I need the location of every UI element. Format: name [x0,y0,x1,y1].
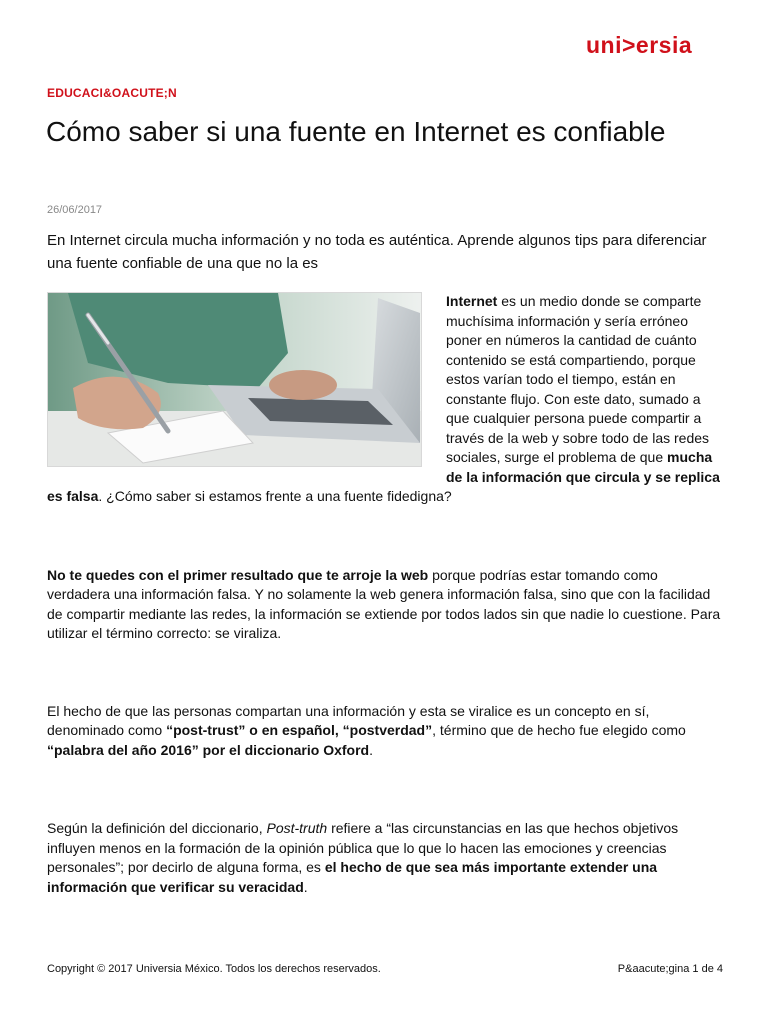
logo-text: uni>ersia [586,32,693,58]
text-run: . [369,741,373,758]
paragraph-4 [47,819,723,897]
paragraph-3 [47,702,723,761]
article-body [47,292,723,897]
bold-term: Internet [446,293,498,309]
publish-date: 26/06/2017 [47,204,103,216]
universia-logo-mark [586,32,714,60]
copyright-text: Copyright © 2017 Universia México. Todos los derechos reservados. [47,963,381,975]
italic-term: Post-truth [266,820,328,836]
text-run: , término que de hecho fue elegido como [432,722,686,738]
bold-term: No te quedes con el primer resultado que te arroje la web [47,566,429,583]
category-label[interactable]: EDUCACI&OACUTE;N [47,86,177,100]
universia-logo [586,32,714,60]
text-run: . [303,878,308,895]
text-run: refiere a “las circunstancias en las que hechos objetivos influyen menos en la formación de la opinión pública que lo que lo hacen las emociones y creencias personales”; por decirlo de alguna forma, es [47,820,679,875]
article-image [47,292,422,467]
paragraph-2 [47,566,723,644]
photo-hand-writing-laptop-icon [48,293,422,467]
text-run: El hecho de que las personas compartan una información y esta se viralice es un concepto en sí, denominado como [47,702,650,738]
bold-term: “post-trust” o en español, “postverdad” [166,722,433,738]
article-lead: En Internet circula mucha información y no toda es auténtica. Aprende algunos tips para diferenciar una fuente confiable de una que no la es [47,232,707,272]
text-run: es un medio donde se comparte muchísima información y sería erróneo poner en números la cantidad de cuánto contenido se está compartiendo, porque estos varían todo el tiempo, están en constante flujo. Con este dato, sumado a que cualquier persona puede compartir a través de la web y sobre todo de las redes sociales, surge el problema de que [446,293,710,465]
bold-term: mucha de la información que circula y se replica es falsa [47,449,720,504]
bold-term: el hecho de que sea más importante extender una información que verificar su veracidad [47,859,658,895]
bold-term: “palabra del año 2016” por el diccionario Oxford [47,741,370,758]
text-run: . ¿Cómo saber si estamos frente a una fuente fidedigna? [98,488,452,504]
page-number: P&aacute;gina 1 de 4 [617,963,723,975]
text-run: porque podrías estar tomando como verdadera una información falsa. Y no solamente la web genera información falsa, sino que con la facilidad de compartir mediante las redes, la información se extiende por todos lados sin que nadie lo cuestione. Para utilizar el término correcto: se viraliza. [47,566,721,641]
text-run: Según la definición del diccionario, [47,820,267,836]
page-title: Cómo saber si una fuente en Internet es confiable [46,116,666,147]
